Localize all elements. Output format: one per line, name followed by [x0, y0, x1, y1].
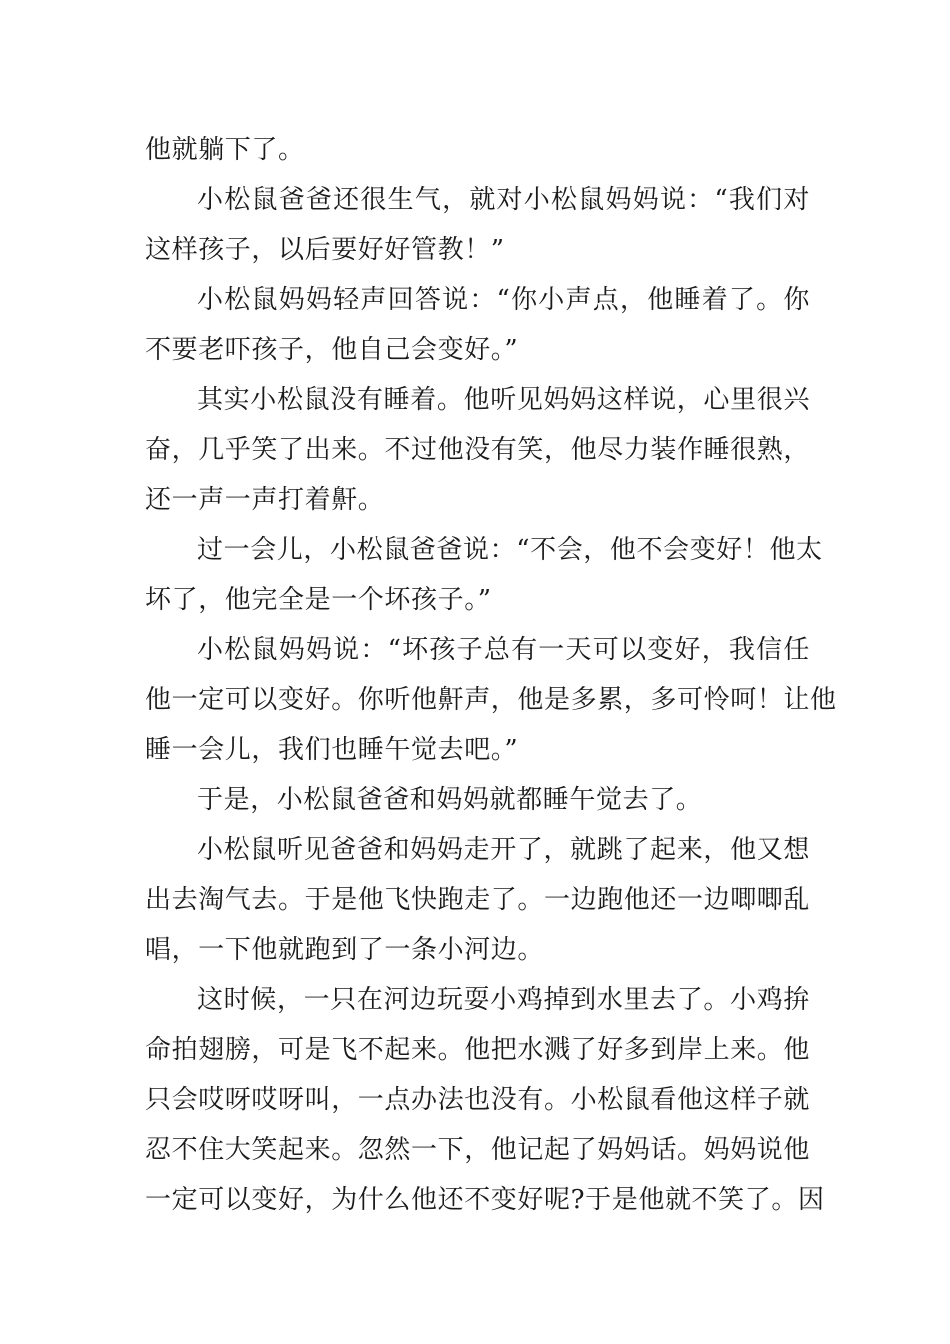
text-line: 这样孩子，以后要好好管教！” [145, 235, 505, 265]
text-line: 忍不住大笑起来。忽然一下，他记起了妈妈话。妈妈说他 [145, 1135, 811, 1165]
text-line: 小松鼠妈妈说：“坏孩子总有一天可以变好，我信任 [197, 635, 810, 665]
text-line: 坏了，他完全是一个坏孩子。” [145, 585, 492, 615]
text-line: 唱，一下他就跑到了一条小河边。 [145, 935, 545, 965]
text-line: 其实小松鼠没有睡着。他听见妈妈这样说，心里很兴 [197, 385, 810, 415]
text-line: 小松鼠听见爸爸和妈妈走开了，就跳了起来，他又想 [197, 835, 810, 865]
text-line: 只会哎呀哎呀叫，一点办法也没有。小松鼠看他这样子就 [145, 1085, 811, 1115]
text-line: 小松鼠妈妈轻声回答说：“你小声点，他睡着了。你 [197, 285, 810, 315]
text-line: 一定可以变好，为什么他还不变好呢?于是他就不笑了。因 [145, 1185, 825, 1215]
text-line: 他就躺下了。 [145, 135, 305, 165]
text-line: 出去淘气去。于是他飞快跑走了。一边跑他还一边唧唧乱 [145, 885, 811, 915]
text-line: 于是，小松鼠爸爸和妈妈就都睡午觉去了。 [197, 785, 703, 815]
text-line: 他一定可以变好。你听他鼾声，他是多累，多可怜呵！让他 [145, 685, 837, 715]
text-line: 小松鼠爸爸还很生气，就对小松鼠妈妈说：“我们对 [197, 185, 810, 215]
text-line: 睡一会儿，我们也睡午觉去吧。” [145, 735, 519, 765]
story-text-body [145, 125, 837, 1225]
text-line: 命拍翅膀，可是飞不起来。他把水溅了好多到岸上来。他 [145, 1035, 811, 1065]
text-line: 还一声一声打着鼾。 [145, 485, 385, 515]
text-line: 这时候，一只在河边玩耍小鸡掉到水里去了。小鸡拚 [197, 985, 810, 1015]
text-line: 不要老吓孩子，他自己会变好。” [145, 335, 519, 365]
text-line: 奋，几乎笑了出来。不过他没有笑，他尽力装作睡很熟， [145, 435, 811, 465]
text-line: 过一会儿，小松鼠爸爸说：“不会，他不会变好！他太 [197, 535, 823, 565]
